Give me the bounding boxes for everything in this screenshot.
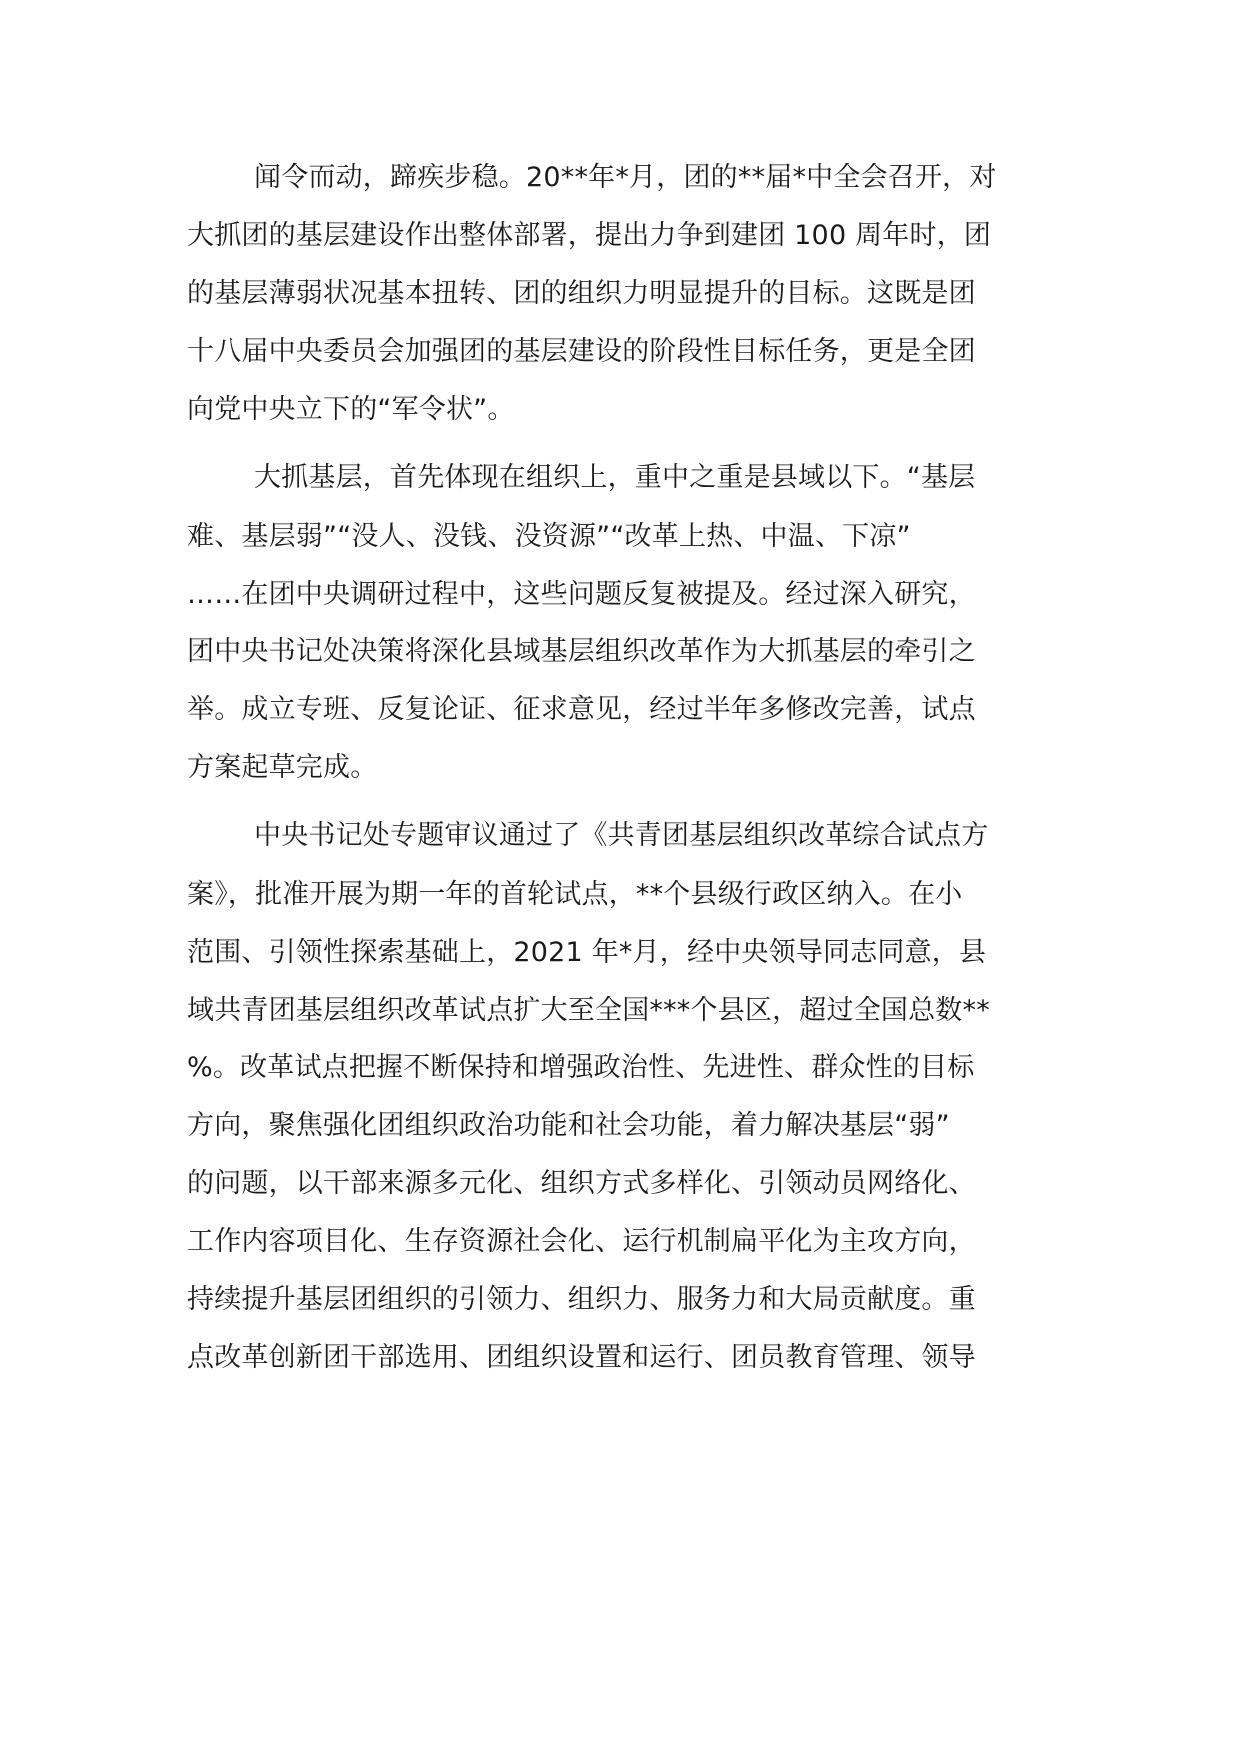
text-line: 闻令而动，蹄疾步稳。20**年*月，团的**届*中全会召开，对 bbox=[254, 162, 997, 193]
text-line: 案》，批准开展为期一年的首轮试点，**个县级行政区纳入。在小 bbox=[187, 879, 963, 910]
text-line: 大抓基层，首先体现在组织上，重中之重是县域以下。“基层 bbox=[254, 462, 976, 493]
text-line: 十八届中央委员会加强团的基层建设的阶段性目标任务，更是全团 bbox=[187, 336, 976, 367]
text-line: 难、基层弱”“没人、没钱、没资源”“改革上热、中温、下凉” bbox=[187, 521, 911, 552]
text-line: 中央书记处专题审议通过了《共青团基层组织改革综合试点方 bbox=[254, 820, 989, 851]
text-line: 域共青团基层组织改革试点扩大至全国***个县区，超过全国总数** bbox=[187, 995, 990, 1026]
text-line: 向党中央立下的“军令状”。 bbox=[187, 394, 515, 425]
text-line: 大抓团的基层建设作出整体部署，提出力争到建团 100 周年时，团 bbox=[187, 220, 992, 251]
text-line: 工作内容项目化、生存资源社会化、运行机制扁平化为主攻方向， bbox=[187, 1226, 976, 1257]
text-line: %。改革试点把握不断保持和增强政治性、先进性、群众性的目标 bbox=[187, 1052, 975, 1083]
text-line: 的基层薄弱状况基本扭转、团的组织力明显提升的目标。这既是团 bbox=[187, 278, 976, 309]
text-line: 举。成立专班、反复论证、征求意见，经过半年多修改完善，试点 bbox=[187, 694, 976, 725]
text-line: 持续提升基层团组织的引领力、组织力、服务力和大局贡献度。重 bbox=[187, 1284, 976, 1315]
text-line: 的问题，以干部来源多元化、组织方式多样化、引领动员网络化、 bbox=[187, 1168, 976, 1199]
text-line: 范围、引领性探索基础上，2021 年*月，经中央领导同志同意，县 bbox=[187, 937, 987, 968]
text-line: 点改革创新团干部选用、团组织设置和运行、团员教育管理、领导 bbox=[187, 1342, 976, 1373]
text-line: 团中央书记处决策将深化县域基层组织改革作为大抓基层的牵引之 bbox=[187, 636, 976, 667]
text-line: ……在团中央调研过程中，这些问题反复被提及。经过深入研究， bbox=[187, 579, 976, 610]
text-line: 方案起草完成。 bbox=[187, 752, 378, 783]
text-line: 方向，聚焦强化团组织政治功能和社会功能，着力解决基层“弱” bbox=[187, 1110, 950, 1141]
